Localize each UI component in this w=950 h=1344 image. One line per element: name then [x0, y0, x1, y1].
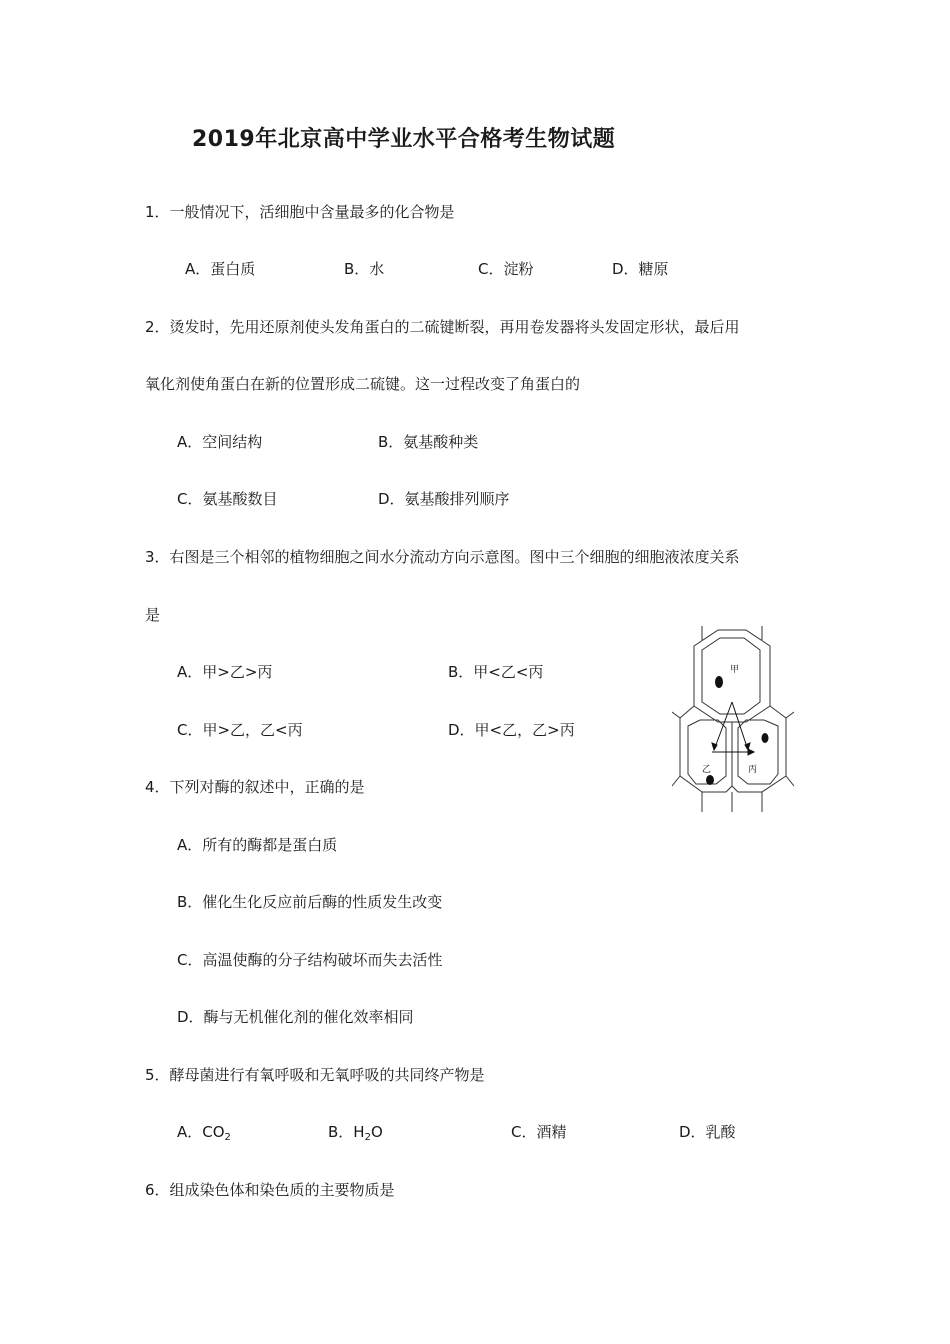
- cell-label-bing: 丙: [748, 765, 758, 775]
- q1-option-c: C．淀粉: [478, 260, 534, 278]
- cell-label-yi: 乙: [702, 765, 712, 775]
- q3-option-d: D．甲<乙，乙>丙: [448, 721, 575, 739]
- q3-option-a: A．甲>乙>丙: [177, 663, 273, 681]
- question-3-stem-line2: 是: [145, 606, 161, 624]
- q5-option-b-suffix: O: [370, 1123, 383, 1141]
- q1-option-d: D．糖原: [612, 260, 669, 278]
- cell-label-jia: 甲: [730, 665, 740, 675]
- q5-option-d: D．乳酸: [679, 1123, 736, 1141]
- q5-option-a-subscript: 2: [224, 1132, 231, 1143]
- question-6-stem: 6．组成染色体和染色质的主要物质是: [145, 1181, 395, 1199]
- q2-option-a: A．空间结构: [177, 433, 263, 451]
- q3-option-b: B．甲<乙<丙: [448, 663, 544, 681]
- question-5-stem: 5．酵母菌进行有氧呼吸和无氧呼吸的共同终产物是: [145, 1066, 485, 1084]
- q3-option-c: C．甲>乙，乙<丙: [177, 721, 303, 739]
- page-title: 2019年北京高中学业水平合格考生物试题: [192, 127, 616, 152]
- q4-option-b: B．催化生化反应前后酶的性质发生改变: [177, 893, 443, 911]
- q4-option-a: A．所有的酶都是蛋白质: [177, 836, 338, 854]
- q5-option-b-text: B．H: [328, 1123, 365, 1141]
- q5-option-a-text: A．CO: [177, 1123, 225, 1141]
- question-4-stem: 4．下列对酶的叙述中，正确的是: [145, 778, 365, 796]
- q4-option-d: D．酶与无机催化剂的催化效率相同: [177, 1008, 414, 1026]
- q2-option-c: C．氨基酸数目: [177, 490, 278, 508]
- q5-option-b-subscript: 2: [364, 1132, 371, 1143]
- q1-option-a: A．蛋白质: [185, 260, 256, 278]
- question-2-stem-line2: 氧化剂使角蛋白在新的位置形成二硫键。这一过程改变了角蛋白的: [145, 375, 581, 393]
- question-1-stem: 1．一般情况下，活细胞中含量最多的化合物是: [145, 203, 455, 221]
- q5-option-b: [328, 1122, 383, 1142]
- q1-option-b: B．水: [344, 260, 385, 278]
- q4-option-c: C．高温使酶的分子结构破坏而失去活性: [177, 951, 443, 969]
- q2-option-b: B．氨基酸种类: [378, 433, 479, 451]
- plant-cells-figure: [672, 626, 794, 812]
- q5-option-a: [177, 1122, 231, 1142]
- question-2-stem-line1: 2．烫发时，先用还原剂使头发角蛋白的二硫键断裂，再用卷发器将头发固定形状，最后用: [145, 318, 740, 336]
- q5-option-c: C．酒精: [511, 1123, 567, 1141]
- q2-option-d: D．氨基酸排列顺序: [378, 490, 510, 508]
- question-3-stem-line1: 3．右图是三个相邻的植物细胞之间水分流动方向示意图。图中三个细胞的细胞液浓度关系: [145, 548, 740, 566]
